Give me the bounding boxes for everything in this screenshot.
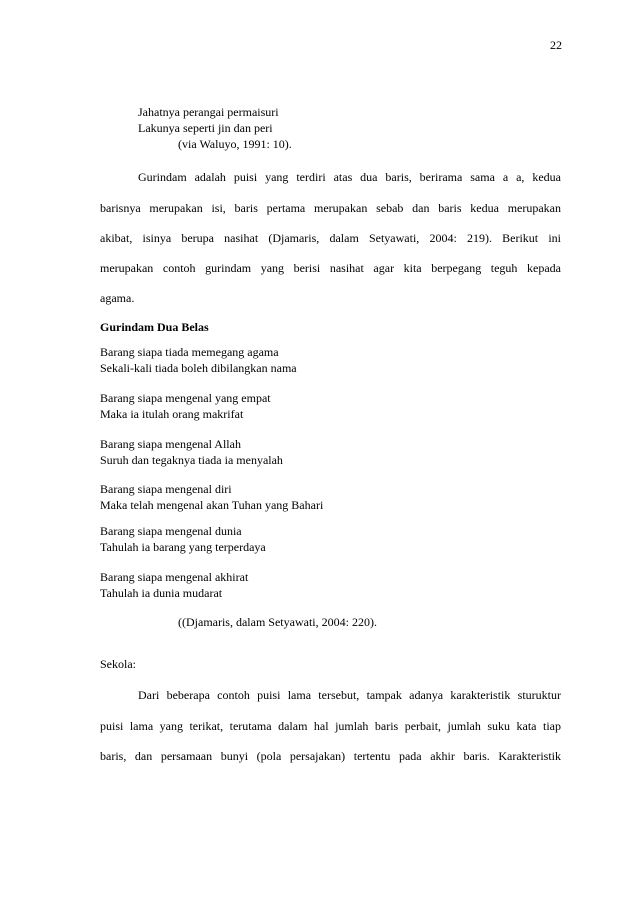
paragraph-line: agama. [100, 291, 135, 305]
poem-line: Barang siapa mengenal yang empat [100, 391, 271, 405]
poem-line: Tahulah ia dunia mudarat [100, 586, 223, 600]
paragraph-line: merupakan contoh gurindam yang berisi nasihat agar kita berpegang teguh kepada [100, 261, 561, 275]
poem-line: Barang siapa mengenal Allah [100, 437, 241, 451]
paragraph-line: akibat, isinya berupa nasihat (Djamaris, dalam Setyawati, 2004: 219). Berikut ini [100, 231, 561, 245]
quote-poem-line: Lakunya seperti jin dan peri [138, 121, 273, 135]
poem-line: Suruh dan tegaknya tiada ia menyalah [100, 453, 283, 467]
quote-poem-line: Jahatnya perangai permaisuri [138, 105, 279, 119]
paragraph-line: baris, dan persamaan bunyi (pola persajakan) tertentu pada akhir baris. Karakteristik [100, 749, 561, 763]
poem-citation: ((Djamaris, dalam Setyawati, 2004: 220). [178, 615, 377, 629]
poem-line: Maka ia itulah orang makrifat [100, 407, 244, 421]
poem-line: Barang siapa mengenal diri [100, 482, 232, 496]
page-number: 22 [550, 38, 562, 52]
paragraph-line: Dari beberapa contoh puisi lama tersebut, tampak adanya karakteristik sturuktur [138, 688, 561, 702]
poem-line: Tahulah ia barang yang terperdaya [100, 540, 266, 554]
poem-title: Gurindam Dua Belas [100, 320, 209, 334]
paragraph-line: Gurindam adalah puisi yang terdiri atas dua baris, berirama sama a a, kedua [138, 170, 561, 184]
paragraph-line: puisi lama yang terikat, terutama dalam hal jumlah baris perbait, jumlah suku kata tiap [100, 719, 561, 733]
poem-line: Barang siapa mengenal akhirat [100, 570, 249, 584]
poem-line: Maka telah mengenal akan Tuhan yang Bahari [100, 498, 324, 512]
poem-line: Sekali-kali tiada boleh dibilangkan nama [100, 361, 297, 375]
poem-line: Barang siapa tiada memegang agama [100, 345, 279, 359]
paragraph-line: barisnya merupakan isi, baris pertama merupakan sebab dan baris kedua merupakan [100, 201, 561, 215]
section-label: Sekola: [100, 657, 136, 671]
poem-line: Barang siapa mengenal dunia [100, 524, 242, 538]
quote-poem-citation: (via Waluyo, 1991: 10). [178, 137, 292, 151]
